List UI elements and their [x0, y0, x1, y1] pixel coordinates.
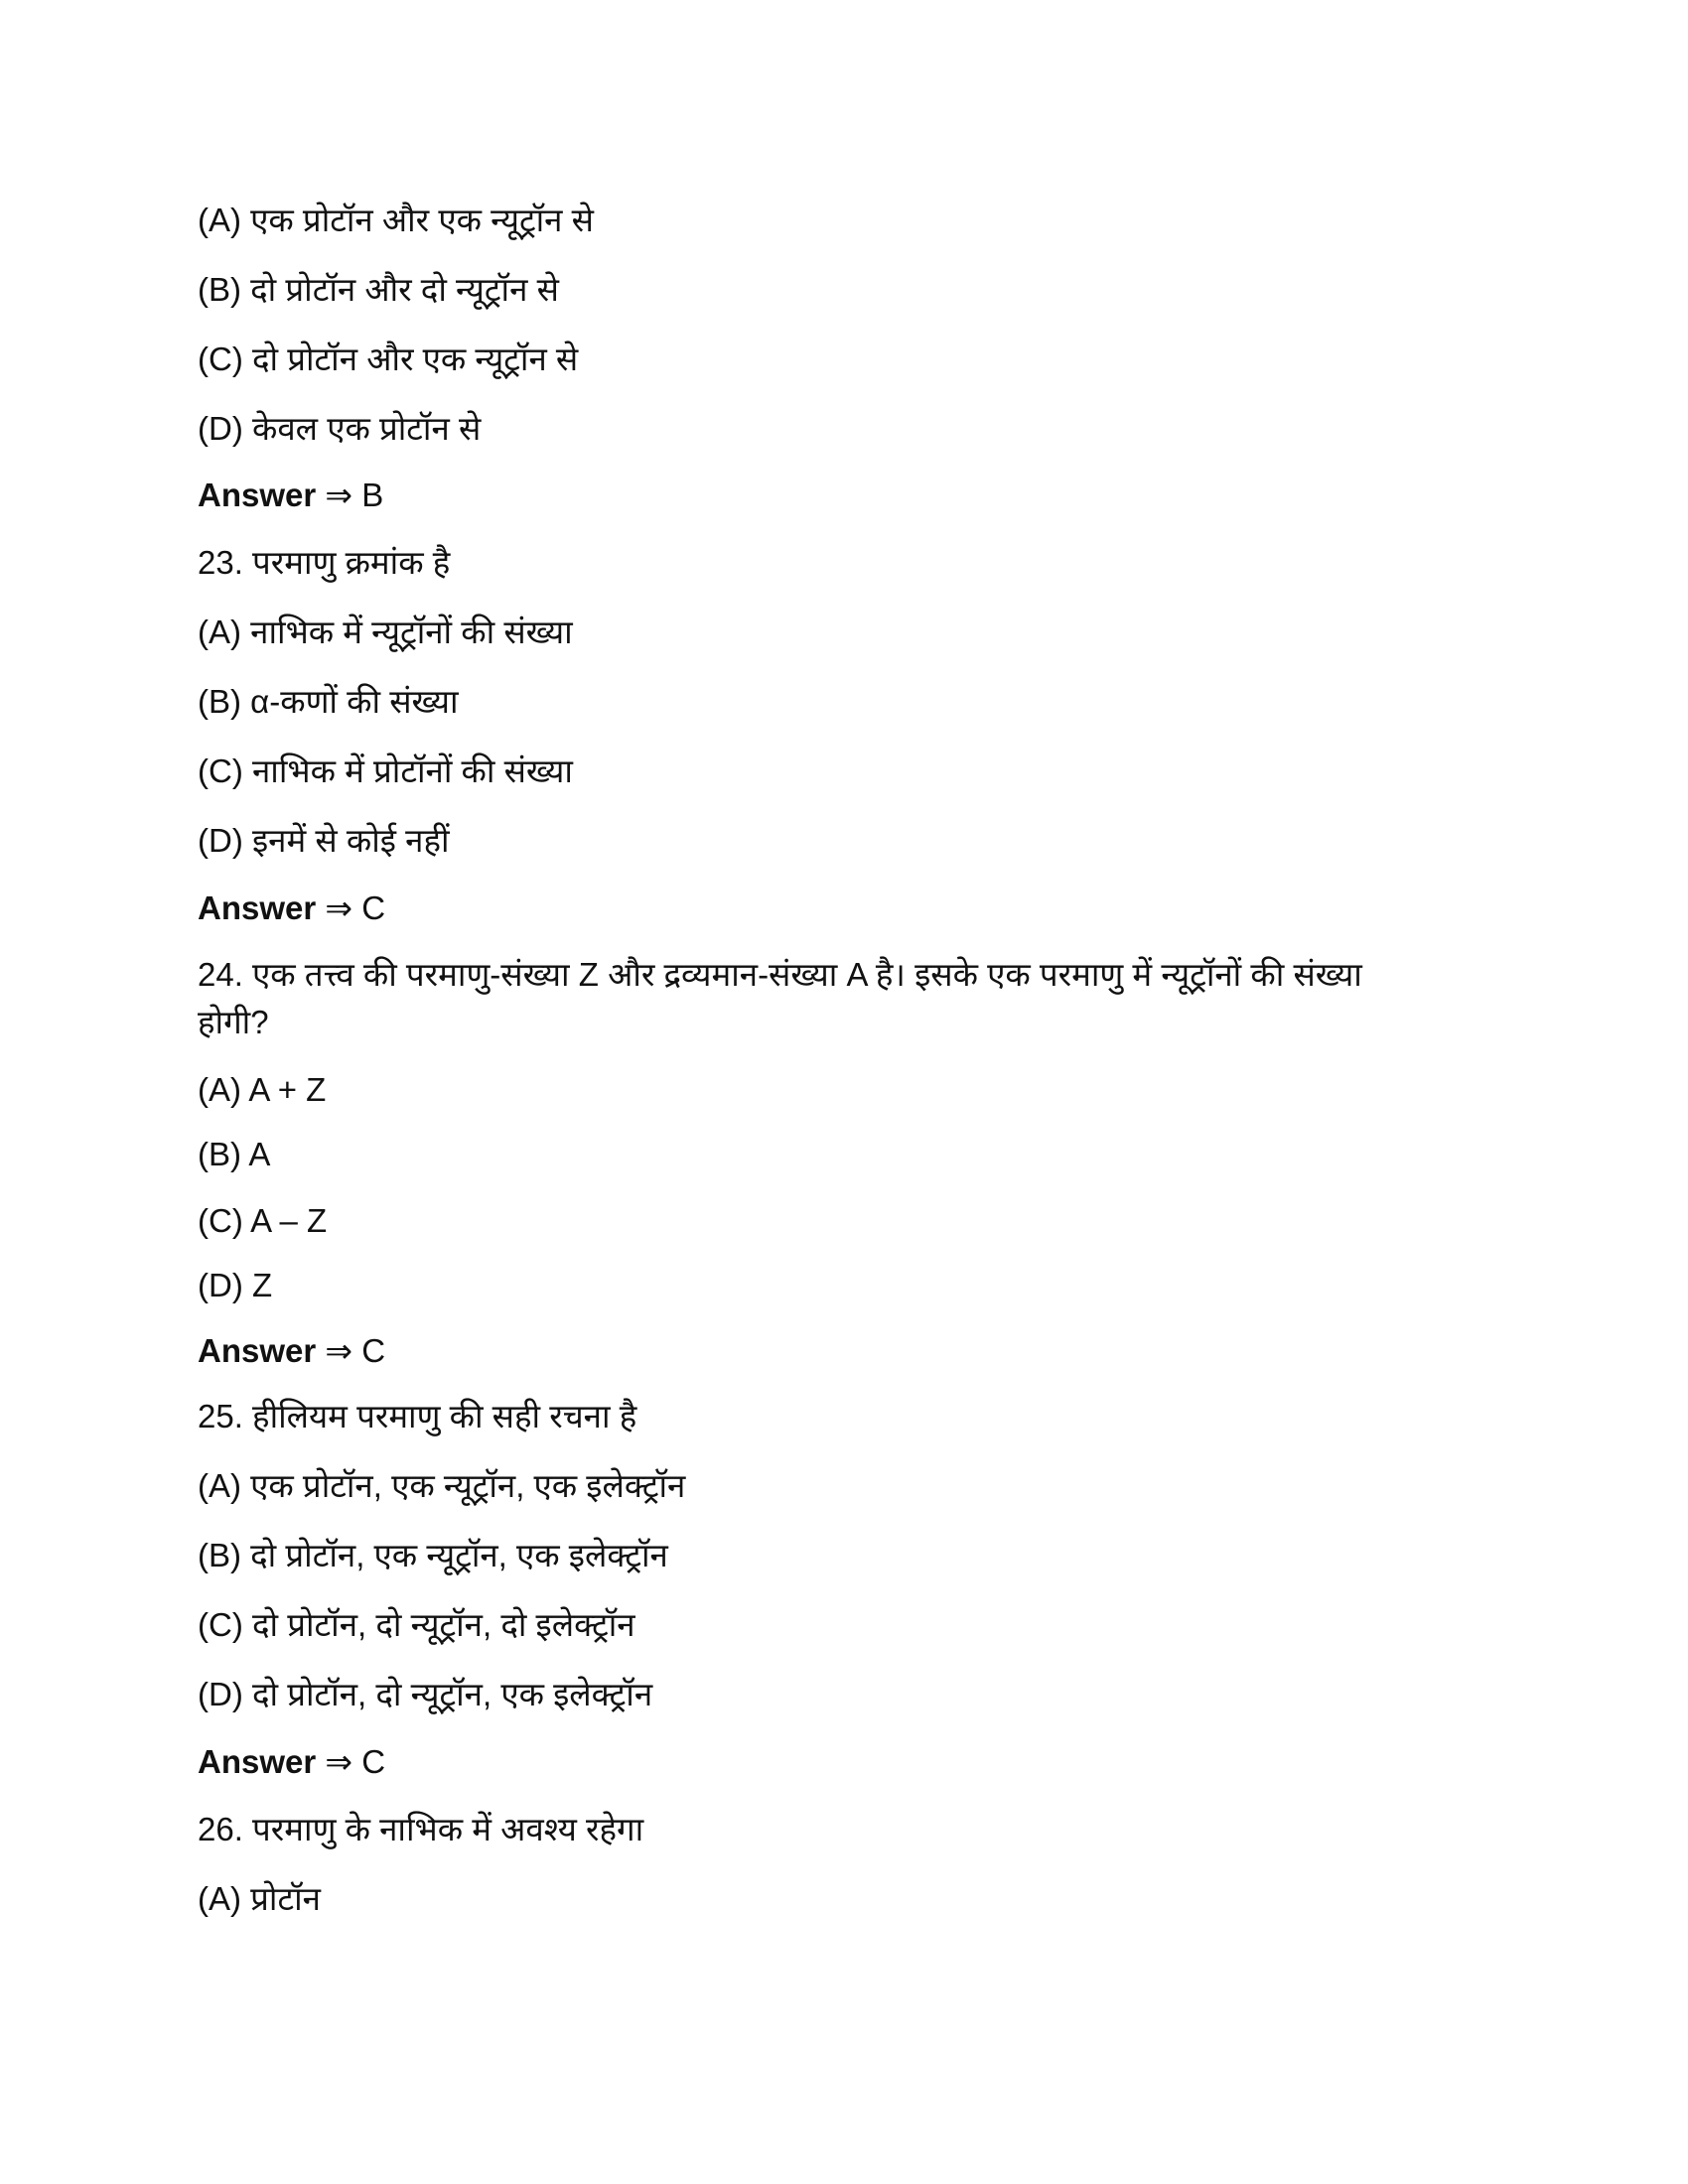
- option-text: (A) नाभिक में न्यूट्रॉनों की संख्या: [198, 614, 573, 650]
- answer-line: [198, 1331, 385, 1371]
- answer-value: B: [361, 477, 384, 513]
- option-text: (C) नाभिक में प्रोटॉनों की संख्या: [198, 752, 573, 789]
- arrow-icon: ⇒: [325, 477, 353, 513]
- answer-line: [198, 1742, 385, 1782]
- option-text: (A) एक प्रोटॉन और एक न्यूट्रॉन से: [198, 202, 594, 238]
- option-text: (B) दो प्रोटॉन और दो न्यूट्रॉन से: [198, 271, 559, 308]
- option-text: (D) दो प्रोटॉन, दो न्यूट्रॉन, एक इलेक्ट्रॉन: [198, 1676, 653, 1712]
- answer-label: Answer: [198, 477, 317, 513]
- answer-label: Answer: [198, 1743, 317, 1780]
- option-text: (D) Z: [198, 1267, 273, 1303]
- answer-value: C: [361, 889, 386, 926]
- arrow-icon: ⇒: [325, 1332, 353, 1369]
- answer-value: C: [361, 1332, 386, 1369]
- answer-label: Answer: [198, 1332, 317, 1369]
- option-text: (B) दो प्रोटॉन, एक न्यूट्रॉन, एक इलेक्ट्रॉन: [198, 1537, 668, 1573]
- question-text: 25. हीलियम परमाणु की सही रचना है: [198, 1398, 637, 1434]
- question-text: 24. एक तत्त्व की परमाणु-संख्या Z और द्रव्यमान-संख्या A है। इसके एक परमाणु में न्यूट्रॉनों की संख्या: [198, 956, 1362, 993]
- answer-line: [198, 888, 385, 928]
- answer-value: C: [361, 1743, 386, 1780]
- option-text: (B) A: [198, 1136, 271, 1172]
- option-text: (C) A – Z: [198, 1202, 328, 1239]
- option-text: (D) केवल एक प्रोटॉन से: [198, 410, 482, 447]
- question-text: 26. परमाणु के नाभिक में अवश्य रहेगा: [198, 1811, 644, 1847]
- option-text: (B) α-कणों की संख्या: [198, 683, 459, 720]
- answer-line: [198, 476, 383, 515]
- question-text: होगी?: [198, 1004, 269, 1040]
- option-text: (C) दो प्रोटॉन और एक न्यूट्रॉन से: [198, 341, 579, 377]
- option-text: (C) दो प्रोटॉन, दो न्यूट्रॉन, दो इलेक्ट्रॉन: [198, 1606, 635, 1643]
- option-text: (A) प्रोटॉन: [198, 1880, 321, 1917]
- arrow-icon: ⇒: [325, 889, 353, 926]
- answer-label: Answer: [198, 889, 317, 926]
- arrow-icon: ⇒: [325, 1743, 353, 1780]
- question-text: 23. परमाणु क्रमांक है: [198, 544, 451, 581]
- option-text: (D) इनमें से कोई नहीं: [198, 822, 450, 859]
- option-text: (A) A + Z: [198, 1071, 327, 1108]
- option-text: (A) एक प्रोटॉन, एक न्यूट्रॉन, एक इलेक्ट्रॉन: [198, 1467, 686, 1504]
